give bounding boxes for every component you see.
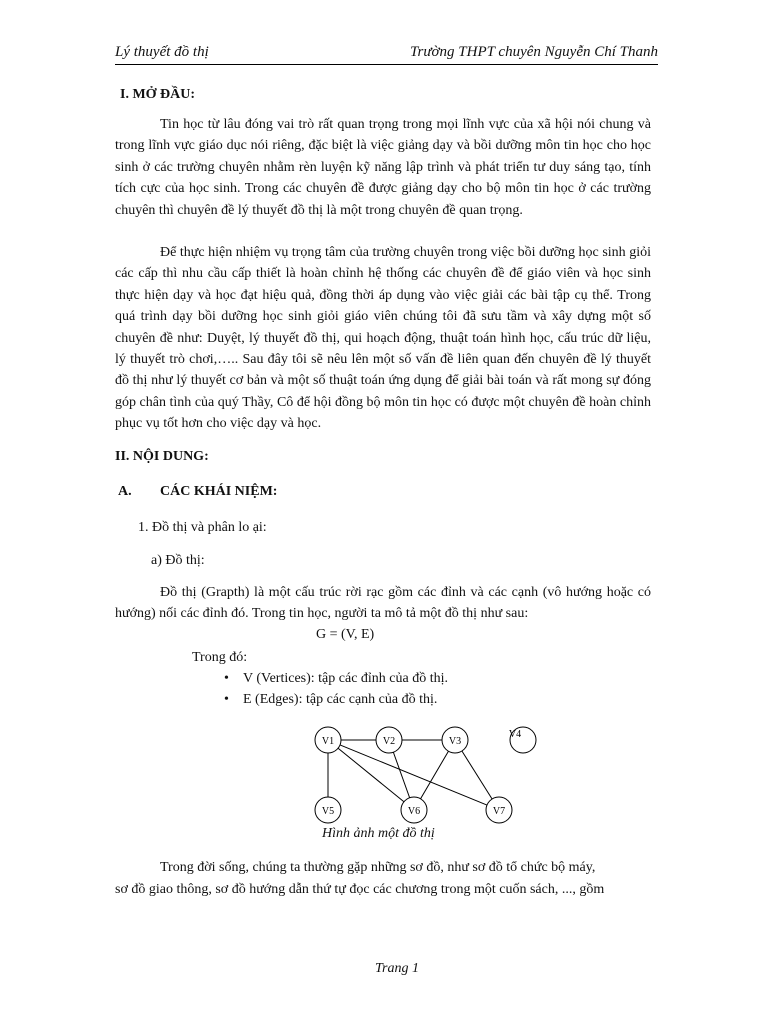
graph-node-label: V5 [321,806,335,817]
list-item: 1. Đồ thị và phân lo ại: [138,520,267,535]
graph-node-label: V3 [448,736,462,747]
graph-node-label: V4 [508,729,522,740]
section-heading: CÁC KHÁI NIỆM: [160,484,278,499]
bullet-dot-icon: • [224,692,229,707]
paragraph: Đồ thị (Grapth) là một cấu trúc rời rạc gồm các đỉnh và các cạnh (vô hướng hoặc có hướng) nối các đỉnh đó. Trong tin học, người ta mô tả một đồ thị như sau: [115,585,651,622]
section-letter: A. [118,484,132,499]
paragraph-line: Trong đời sống, chúng ta thường gặp những sơ đồ, như sơ đồ tổ chức bộ máy, [160,860,596,875]
header-right: Trường THPT chuyên Nguyễn Chí Thanh [409,44,658,60]
graph-node [509,727,536,753]
graph-edge [462,751,492,799]
graph-node-label: V7 [492,806,506,817]
graph-edge [340,745,487,805]
graph-node [442,727,468,753]
graph-edge [338,748,404,802]
paragraph: Để thực hiện nhiệm vụ trọng tâm của trường chuyên trong việc bồi dưỡng học sinh giỏi các cấp thì nhu cầu cấp thiết là hoàn chỉnh hệ thống các chuyên đề để giáo viên và học sinh thực hiện dạy và học đạt hiệu quả, đồng thời áp dụng vào việc giải các bài tập cụ thể. Trong quá trình dạy bồi dưỡng học sinh giỏi giáo viên chúng tôi đã sưu tầm và xây dựng một số chuyên đề như: Duyệt, lý thuyết đồ thị, qui hoạch động, thuật toán hình học, cấu trúc dữ liệu, lý thuyết trò chơi,….. Sau đây tôi sẽ nêu lên một số vấn đề liên quan đến chuyên đề lý thuyết đồ thị như lý thuyết cơ bản và một số thuật toán ứng dụng để giải bài toán và rất mong sự đóng góp chân tình của quý Thầy, Cô để hội đồng bộ môn tin học có được một chuyên đề hoàn chỉnh phục vụ tốt hơn cho việc dạy và học. [115,245,651,432]
section-heading: II. NỘI DUNG: [115,449,209,464]
graph-node-label: V2 [382,736,396,747]
graph-node [401,797,427,823]
graph-node [315,797,341,823]
page-header [115,44,658,65]
page-number: Trang 1 [375,961,419,976]
paragraph-line: sơ đồ giao thông, sơ đồ hướng dẫn thứ tự đọc các chương trong một cuốn sách, ..., gồm [115,882,605,897]
graph-node [315,727,341,753]
graph-node-label: V1 [321,736,335,747]
graph-diagram [300,720,560,830]
graph-node [376,727,402,753]
figure-caption: Hình ảnh một đồ thị [322,826,435,841]
label: Trong đó: [192,650,248,665]
section-heading: I. MỞ ĐẦU: [120,87,196,102]
graph-node-label: V6 [407,806,421,817]
graph-edge [393,752,409,798]
paragraph: Tin học từ lâu đóng vai trò rất quan trọng trong mọi lĩnh vực của xã hội nói chung và trong lĩnh vực giáo dục nói riêng, đặc biệt là việc giảng dạy và bồi dưỡng môn tin học cho học sinh ở các trường chuyên nhằm rèn luyện kỹ năng lập trình và phát triển tư duy sáng tạo, tính tích cực của học sinh. Trong các chuyên đề được giảng dạy cho bộ môn tin học ở các trường chuyên thì chuyên đề lý thuyết đồ thị là một trong chuyên đề quan trọng. [115,117,651,218]
bullet-dot-icon: • [224,671,229,686]
graph-node [486,797,512,823]
header-left: Lý thuyết đồ thị [115,44,209,60]
formula: G = (V, E) [316,627,375,642]
graph-edge [421,751,449,799]
list-item: a) Đồ thị: [151,553,205,568]
